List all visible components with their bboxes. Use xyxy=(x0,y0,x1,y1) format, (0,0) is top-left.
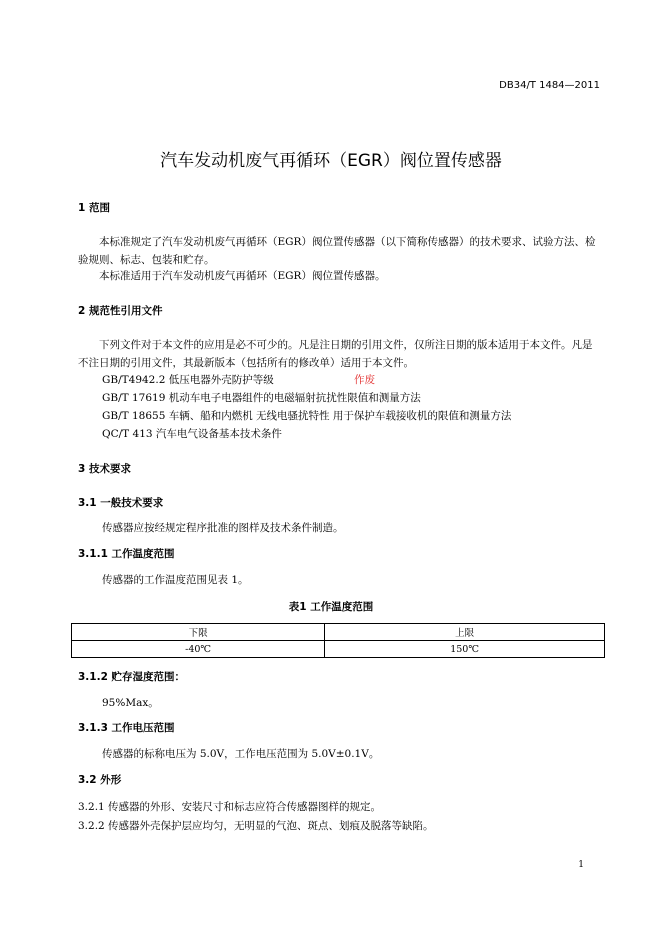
section-3-1-2-heading: 3.1.2 贮存湿度范围： xyxy=(78,671,186,683)
temperature-range-table xyxy=(71,623,605,658)
section-3-1-3-text: 传感器的标称电压为 5.0V，工作电压范围为 5.0V±0.1V。 xyxy=(102,748,380,760)
table-header-cell: 下限 xyxy=(72,624,325,641)
table-header-cell: 上限 xyxy=(325,624,605,641)
reference-item: GB/T 17619 机动车电子电器组件的电磁辐射抗扰性限值和测量方法 xyxy=(102,392,421,404)
table-header-row xyxy=(72,624,605,641)
table-cell: 150℃ xyxy=(325,641,605,658)
section-2-heading: 2 规范性引用文件 xyxy=(78,305,163,317)
document-title: 汽车发动机废气再循环（EGR）阀位置传感器 xyxy=(160,151,502,171)
page-number: 1 xyxy=(578,860,584,870)
section-3-1-1-text: 传感器的工作温度范围见表 1。 xyxy=(102,574,249,586)
table-cell: -40℃ xyxy=(72,641,325,658)
section-1-paragraph-2: 本标准适用于汽车发动机废气再循环（EGR）阀位置传感器。 xyxy=(99,270,386,282)
section-3-2-2-text: 3.2.2 传感器外壳保护层应均匀，无明显的气泡、斑点、划痕及脱落等缺陷。 xyxy=(78,820,434,832)
section-1-paragraph-1: 本标准规定了汽车发动机废气再循环（EGR）阀位置传感器（以下简称传感器）的技术要求、试验方法、检验规则、标志、包装和贮存。 xyxy=(78,236,596,266)
section-3-heading: 3 技术要求 xyxy=(78,463,131,475)
section-3-1-2-text: 95%Max。 xyxy=(102,697,159,709)
section-3-1-text: 传感器应按经规定程序批准的图样及技术条件制造。 xyxy=(102,522,344,534)
section-2-paragraph: 下列文件对于本文件的应用是必不可少的。凡是注日期的引用文件，仅所注日期的版本适用于本文件。凡是不注日期的引用文件，其最新版本（包括所有的修改单）适用于本文件。 xyxy=(78,339,593,369)
table-row xyxy=(72,641,605,658)
obsolete-annotation: 作废 xyxy=(354,374,375,386)
reference-item: QC/T 413 汽车电气设备基本技术条件 xyxy=(102,428,282,440)
table-caption: 表1 工作温度范围 xyxy=(288,601,374,613)
section-3-1-3-heading: 3.1.3 工作电压范围 xyxy=(78,722,175,734)
section-3-2-1-text: 3.2.1 传感器的外形、安装尺寸和标志应符合传感器图样的规定。 xyxy=(78,801,382,813)
reference-item: GB/T4942.2 低压电器外壳防护等级 xyxy=(102,374,274,386)
section-1-heading: 1 范围 xyxy=(78,202,110,214)
section-3-2-heading: 3.2 外形 xyxy=(78,774,122,786)
section-3-1-1-heading: 3.1.1 工作温度范围 xyxy=(78,548,175,560)
section-3-1-heading: 3.1 一般技术要求 xyxy=(78,497,164,509)
reference-item: GB/T 18655 车辆、船和内燃机 无线电骚扰特性 用于保护车载接收机的限值和测量方法 xyxy=(102,410,512,422)
document-number: DB34/T 1484—2011 xyxy=(499,80,600,91)
